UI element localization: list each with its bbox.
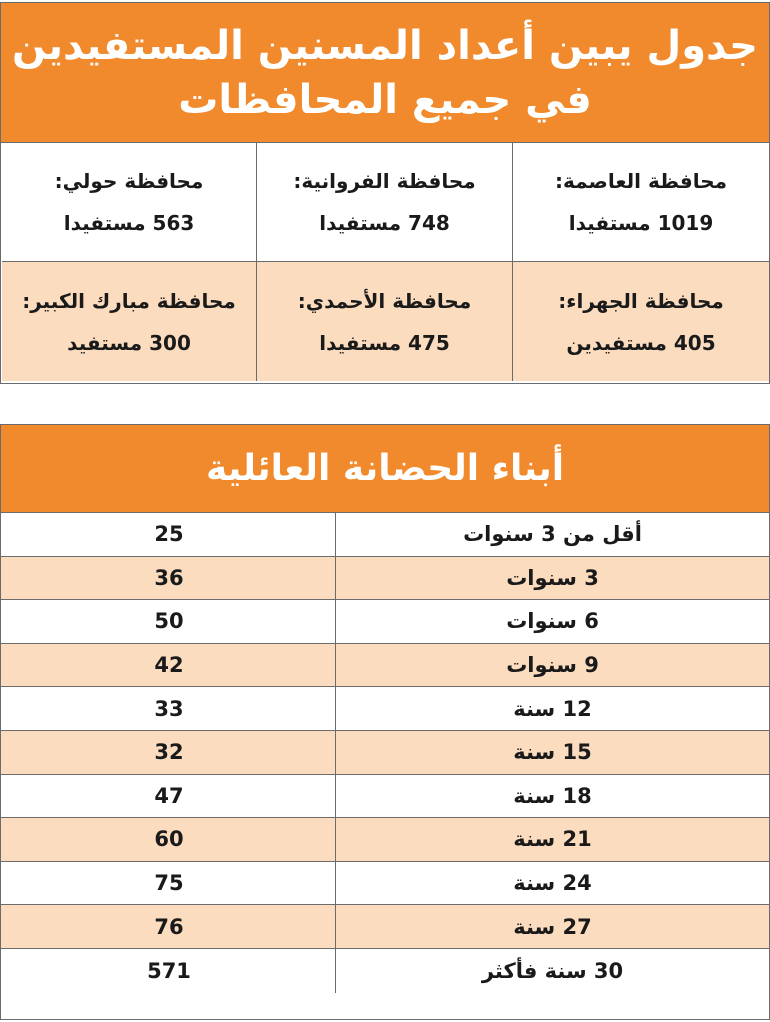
custody-table-row	[1, 775, 769, 819]
custody-table-row	[1, 557, 769, 601]
count-cell: 25	[154, 522, 184, 547]
age-cell: 30 سنة فأكثر	[335, 949, 769, 993]
governorate-cell-ahmadi	[256, 262, 512, 381]
custody-table	[0, 424, 770, 1020]
governorate-value: 475 مستفيدا	[319, 330, 450, 355]
age-cell: 9 سنوات	[335, 644, 769, 687]
age-cell: 24 سنة	[335, 862, 769, 905]
age-cell: 15 سنة	[335, 731, 769, 774]
governorate-value: 1019 مستفيدا	[568, 211, 714, 235]
governorate-name: محافظة الجهراء:	[558, 288, 724, 313]
governorate-name: محافظة الأحمدي:	[297, 288, 472, 313]
count-cell: 75	[154, 871, 184, 896]
count-cell: 50	[154, 609, 184, 634]
governorates-grid	[1, 143, 769, 381]
count-cell: 76	[154, 914, 184, 939]
age-cell: 21 سنة	[335, 818, 769, 861]
custody-table-row	[1, 949, 769, 993]
governorate-name: محافظة مبارك الكبير:	[22, 288, 236, 313]
custody-table-row	[1, 513, 769, 557]
governorate-cell-hawalli	[2, 143, 256, 262]
count-cell: 33	[154, 696, 184, 721]
governorate-value: 563 مستفيدا	[63, 211, 195, 235]
age-cell: 6 سنوات	[335, 600, 769, 643]
age-cell: أقل من 3 سنوات	[335, 513, 769, 556]
custody-table-row	[1, 905, 769, 949]
governorates-table-header	[1, 3, 769, 143]
governorate-cell-jahra	[512, 262, 769, 381]
count-cell: 60	[154, 827, 184, 852]
count-cell: 571	[147, 958, 191, 983]
age-cell: 12 سنة	[335, 687, 769, 730]
governorate-cell-mubarak-al-kabeer	[2, 262, 256, 381]
age-cell: 18 سنة	[335, 775, 769, 818]
custody-title: أبناء الحضانة العائلية	[205, 448, 565, 489]
custody-rows	[1, 513, 769, 993]
governorate-cell-farwaniya	[256, 143, 512, 262]
governorate-value: 748 مستفيدا	[319, 211, 450, 235]
count-cell: 47	[154, 783, 184, 808]
governorate-value: 300 مستفيد	[67, 330, 191, 355]
count-cell: 36	[154, 565, 184, 590]
governorates-title-line2: في جميع المحافظات	[178, 76, 592, 123]
governorate-name: محافظة العاصمة:	[555, 169, 728, 193]
custody-table-row	[1, 862, 769, 906]
custody-table-row	[1, 600, 769, 644]
governorate-name: محافظة حولي:	[54, 169, 204, 193]
custody-table-header	[1, 425, 769, 513]
custody-table-row	[1, 731, 769, 775]
age-cell: 27 سنة	[335, 905, 769, 948]
count-cell: 42	[154, 653, 184, 678]
governorate-value: 405 مستفيدين	[566, 330, 716, 355]
custody-table-row	[1, 818, 769, 862]
custody-table-row	[1, 687, 769, 731]
governorates-title-line1: جدول يبين أعداد المسنين المستفيدين	[12, 22, 758, 69]
governorate-name: محافظة الفروانية:	[293, 169, 476, 193]
governorate-cell-capital	[512, 143, 769, 262]
governorates-table	[0, 2, 770, 384]
count-cell: 32	[154, 740, 184, 765]
custody-table-row	[1, 644, 769, 688]
age-cell: 3 سنوات	[335, 557, 769, 600]
